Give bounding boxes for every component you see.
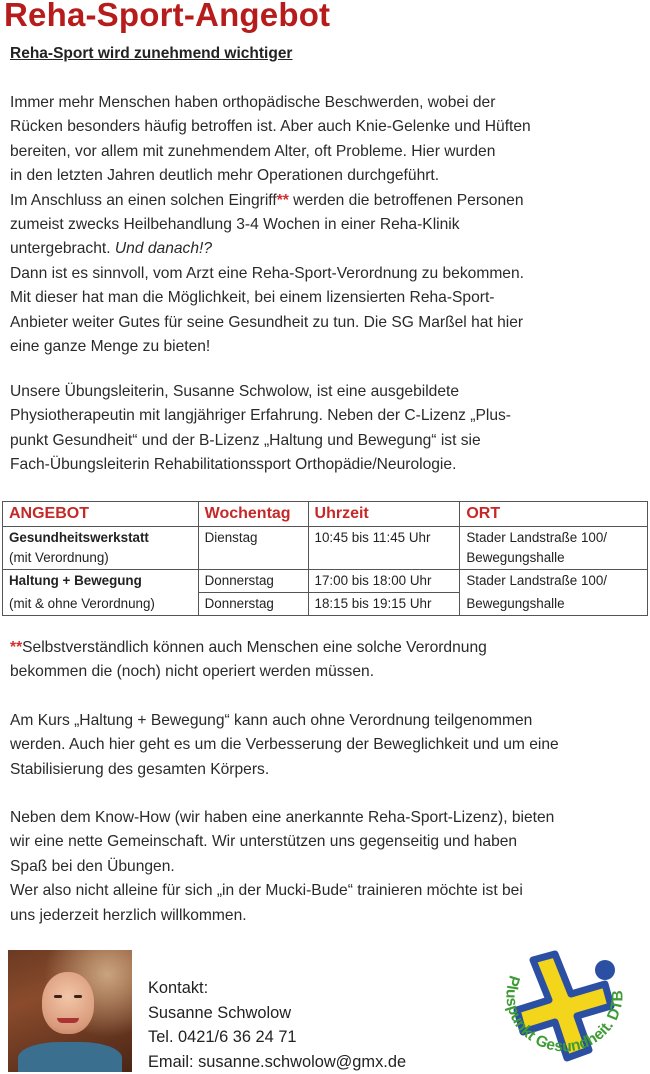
intro-paragraph — [10, 91, 646, 359]
intro-line: Immer mehr Menschen haben orthopädische Beschwerden, wobei der — [10, 94, 496, 111]
trainer-line: Physiotherapeutin mit langjähriger Erfahrung. Neben der C-Lizenz „Plus- — [10, 407, 511, 425]
weekday-cell: Dienstag — [198, 527, 308, 570]
location-hall: Bewegungshalle — [466, 550, 565, 565]
course-line: werden. Auch hier geht es um die Verbesserung der Beweglichkeit und um eine — [10, 736, 559, 754]
intro-line: zumeist zwecks Heilbehandlung 3-4 Wochen in einer Reha-Klinik — [10, 216, 460, 234]
contact-phone[interactable]: Tel. 0421/6 36 24 71 — [148, 1028, 297, 1047]
contact-block — [148, 976, 406, 1074]
contact-email[interactable]: Email: susanne.schwolow@gmx.de — [148, 1052, 407, 1071]
trainer-line: Fach-Übungsleiterin Rehabilitationssport Orthopädie/Neurologie. — [10, 456, 457, 474]
time-cell: 10:45 bis 11:45 Uhr — [308, 527, 460, 570]
course-paragraph — [10, 709, 646, 782]
intro-line: Anbieter weiter Gutes für seine Gesundheit zu tun. Die SG Marßel hat hier — [10, 313, 524, 331]
community-line: Neben dem Know-How (wir haben eine anerkannte Reha-Sport-Lizenz), bieten — [10, 809, 555, 826]
community-line: wir eine nette Gemeinschaft. Wir unterstützen uns gegenseitig und haben — [10, 833, 518, 851]
intro-line: eine ganze Menge zu bieten! — [10, 338, 211, 356]
footnote-marker: ** — [10, 639, 23, 656]
table-row — [3, 593, 648, 616]
intro-line — [10, 189, 646, 213]
contact-name: Susanne Schwolow — [148, 1003, 292, 1022]
footnote-line — [10, 636, 646, 660]
table-row — [3, 570, 648, 593]
intro-line: bereiten, vor allem mit zunehmendem Alter, oft Probleme. Hier wurden — [10, 142, 496, 160]
table-row — [3, 527, 648, 570]
intro-text: Im Anschluss an einen solchen Eingriff — [10, 191, 277, 209]
offer-name-cell: Haltung + Bewegung — [3, 570, 199, 593]
community-paragraph — [10, 806, 646, 928]
location-address: Stader Landstraße 100/ — [466, 530, 608, 545]
intro-text: werden die betroffenen Personen — [288, 191, 524, 209]
community-line: Wer also nicht alleine für sich „in der Mucki-Bude“ trainieren möchte ist bei — [10, 882, 523, 900]
offers-table — [2, 501, 648, 616]
offer-name: Gesundheitswerkstatt — [9, 530, 149, 545]
location-cell: Bewegungshalle — [460, 593, 648, 616]
logo-text-path: Pluspunkt Gesundheit. DTB — [502, 973, 627, 1056]
offer-name-cell — [3, 527, 199, 570]
community-line: uns jederzeit herzlich willkommen. — [10, 906, 247, 924]
footnote-marker: ** — [276, 191, 289, 209]
weekday-cell: Donnerstag — [198, 570, 308, 593]
intro-line: Dann ist es sinnvoll, vom Arzt eine Reha-Sport-Verordnung zu bekommen. — [10, 264, 524, 282]
trainer-paragraph — [10, 380, 646, 478]
column-header-uhrzeit: Uhrzeit — [308, 502, 460, 527]
trainer-line: Unsere Übungsleiterin, Susanne Schwolow, ist eine ausgebildete — [10, 383, 460, 400]
location-cell: Stader Landstraße 100/ — [460, 570, 648, 593]
footnote-paragraph — [10, 636, 646, 685]
page-subtitle: Reha-Sport wird zunehmend wichtiger — [10, 45, 293, 62]
intro-text: untergebracht. — [10, 240, 115, 258]
offer-note: (mit Verordnung) — [9, 550, 109, 565]
pluspunkt-gesundheit-logo — [493, 940, 643, 1074]
trainer-line: punkt Gesundheit“ und der B-Lizenz „Haltung und Bewegung“ ist sie — [10, 431, 481, 449]
intro-line — [10, 237, 646, 261]
contact-label: Kontakt: — [148, 979, 209, 997]
course-line: Am Kurs „Haltung + Bewegung“ kann auch ohne Verordnung teilgenommen — [10, 712, 533, 729]
time-cell: 17:00 bis 18:00 Uhr — [308, 570, 460, 593]
offer-note-cell: (mit & ohne Verordnung) — [3, 593, 199, 616]
intro-line: in den letzten Jahren deutlich mehr Operationen durchgeführt. — [10, 167, 440, 185]
community-line: Spaß bei den Übungen. — [10, 857, 175, 875]
weekday-cell: Donnerstag — [198, 593, 308, 616]
table-header-row — [3, 502, 648, 527]
column-header-angebot: ANGEBOT — [3, 502, 199, 527]
time-cell: 18:15 bis 19:15 Uhr — [308, 593, 460, 616]
trainer-photo — [8, 950, 132, 1072]
intro-emphasis: Und danach!? — [114, 240, 213, 258]
intro-line: Mit dieser hat man die Möglichkeit, bei einem lizensierten Reha-Sport- — [10, 289, 495, 307]
column-header-ort: ORT — [460, 502, 648, 527]
intro-line: Rücken besonders häufig betroffen ist. Aber auch Knie-Gelenke und Hüften — [10, 118, 531, 136]
page-title: Reha-Sport-Angebot — [4, 0, 331, 33]
column-header-wochentag: Wochentag — [198, 502, 308, 527]
footnote-line: bekommen die (noch) nicht operiert werden müssen. — [10, 663, 375, 681]
course-line: Stabilisierung des gesamten Körpers. — [10, 760, 270, 778]
footnote-text: Selbstverständlich können auch Menschen eine solche Verordnung — [22, 639, 487, 656]
location-cell — [460, 527, 648, 570]
